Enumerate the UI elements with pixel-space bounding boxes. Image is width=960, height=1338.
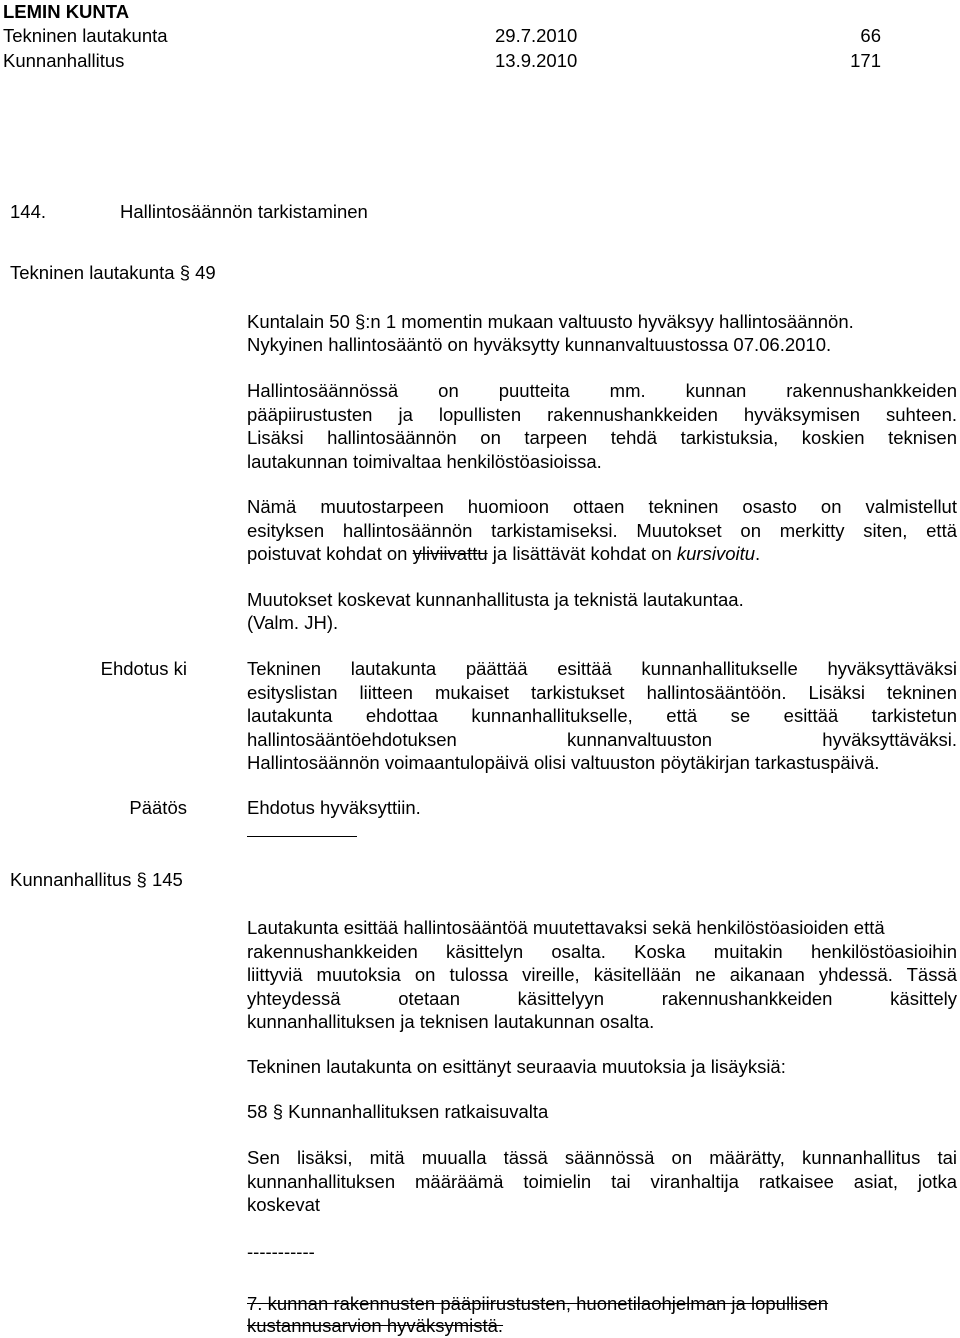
section-58-heading: 58 § Kunnanhallituksen ratkaisuvalta: [247, 1101, 549, 1122]
header-row: [3, 49, 903, 73]
struck-item-line: 7. kunnan rakennusten pääpiirustusten, huonetilaohjelman ja lopullisen: [247, 1293, 829, 1314]
header-body: Tekninen lautakunta: [3, 25, 168, 46]
proposal-text: Tekninen lautakunta päättää esittää kunnanhallitukselle hyväksyttäväksi esityslistan liitteen mukaiset tarkistukset hallintosääntöön. Lisäksi tekninen lautakunta ehdottaa kunnanhallitukselle, että se esittää tarkistetun hallintosääntöehdotuksen kunnanvaltuuston hyväksyttäväksi. Hallintosäännön voimaantulopäivä olisi valtuuston pöytäkirjan tarkastuspäivä.: [247, 658, 957, 773]
struck-item-line: kustannusarvion hyväksymistä.: [247, 1315, 504, 1336]
strikethrough-example: yliviivattu: [412, 543, 488, 564]
intro-line: Nykyinen hallintosääntö on hyväksytty kunnanvaltuustossa 07.06.2010.: [247, 334, 832, 355]
decision-text: Ehdotus hyväksyttiin.: [247, 797, 421, 818]
muutokset-line: Muutokset koskevat kunnanhallitusta ja teknistä lautakuntaa.: [247, 589, 744, 610]
header-page: 66: [860, 25, 881, 46]
valmistelija-line: (Valm. JH).: [247, 612, 339, 633]
section-label-tekninen: Tekninen lautakunta § 49: [10, 262, 216, 283]
paragraph-valmistelu: Nämä muutostarpeen huomioon ottaen tekninen osasto on valmistellut esityksen hallintosäännön tarkistamiseksi. Muutokset on merkitty siten, että poistuvat kohdat on yliviivattu ja lisättävät kohdat on kursivoitu.: [247, 496, 957, 564]
muutokset-intro: Tekninen lautakunta on esittänyt seuraavia muutoksia ja lisäyksiä:: [247, 1056, 786, 1077]
header-row: [3, 24, 903, 48]
decision-label: Päätös: [129, 797, 187, 818]
organization-name: LEMIN KUNTA: [3, 1, 130, 22]
italic-example: kursivoitu: [676, 543, 756, 564]
para3-line3: poistuvat kohdat on yliviivattu ja lisättävät kohdat on kursivoitu.: [247, 543, 761, 564]
header-body: Kunnanhallitus: [3, 50, 125, 71]
paragraph-lautakunta-esittaa: Lautakunta esittää hallintosääntöä muutettavaksi sekä henkilöstöasioiden että rakennushankkeiden käsittelyn osalta. Koska muitakin henkilöstöasioihin liittyviä muutoksia on tulossa vireille, käsitellään ne aikanaan yhdessä. Tässä yhteydessä otetaan käsittelyyn rakennushankkeiden käsittely kunnanhallituksen ja teknisen lautakunnan osalta.: [247, 917, 957, 1032]
paragraph-puutteet: Hallintosäännössä on puutteita mm. kunnan rakennushankkeiden pääpiirustusten ja lopullisten rakennushankkeiden hyväksymisen suhteen. Lisäksi hallintosäännön on tarpeen tehdä tarkistuksia, koskien teknisen lautakunnan toimivaltaa henkilöstöasioissa.: [247, 380, 957, 472]
proposal-label: Ehdotus ki: [100, 658, 187, 679]
item-number: 144.: [10, 201, 47, 222]
header-date: 13.9.2010: [495, 50, 578, 71]
omission-dashes: -----------: [247, 1241, 315, 1262]
header-page: 171: [850, 50, 881, 71]
section-label-kunnanhallitus: Kunnanhallitus § 145: [10, 869, 183, 890]
divider-line: [247, 836, 357, 837]
intro-line: Kuntalain 50 §:n 1 momentin mukaan valtuusto hyväksyy hallintosäännön.: [247, 311, 854, 332]
item-title: Hallintosäännön tarkistaminen: [120, 201, 368, 222]
header-date: 29.7.2010: [495, 25, 578, 46]
paragraph-ratkaisuvalta: Sen lisäksi, mitä muualla tässä säännössä on määrätty, kunnanhallitus tai kunnanhallituksen määräämä toimielin tai viranhaltija ratkaisee asiat, jotka koskevat: [247, 1147, 957, 1215]
